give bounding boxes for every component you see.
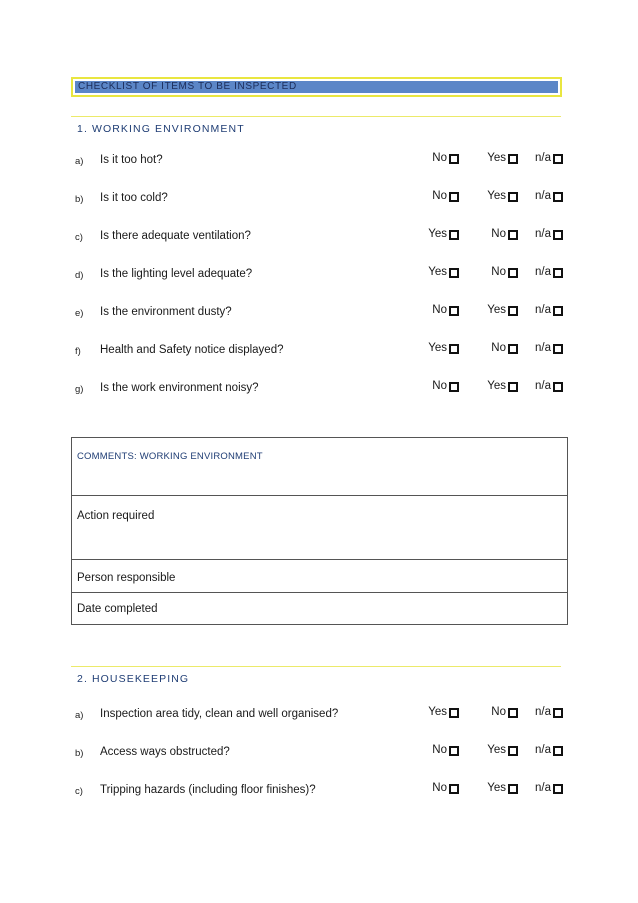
checkbox-icon[interactable] xyxy=(508,154,518,164)
action-required-label: Action required xyxy=(77,510,155,522)
question-text: Is it too hot? xyxy=(100,154,163,166)
checkbox-icon[interactable] xyxy=(449,746,459,756)
option-na[interactable] xyxy=(535,706,563,718)
checkbox-icon[interactable] xyxy=(553,154,563,164)
checkbox-icon[interactable] xyxy=(449,708,459,718)
question-text: Access ways obstructed? xyxy=(100,746,230,758)
checkbox-icon[interactable] xyxy=(508,230,518,240)
option-yes[interactable] xyxy=(487,782,518,794)
question-letter: c) xyxy=(75,232,83,243)
checkbox-icon[interactable] xyxy=(449,382,459,392)
checkbox-icon[interactable] xyxy=(449,192,459,202)
checkbox-icon[interactable] xyxy=(553,230,563,240)
option-label: n/a xyxy=(535,266,551,278)
option-label: Yes xyxy=(487,152,506,164)
question-text: Tripping hazards (including floor finishes)? xyxy=(100,784,316,796)
date-completed-row[interactable] xyxy=(72,592,567,625)
question-text: Is the work environment noisy? xyxy=(100,382,259,394)
option-label: Yes xyxy=(428,342,447,354)
option-label: No xyxy=(491,266,506,278)
comments-row xyxy=(72,438,567,496)
section-header-working-environment xyxy=(71,116,561,138)
option-label: n/a xyxy=(535,744,551,756)
question-text: Inspection area tidy, clean and well organised? xyxy=(100,708,339,720)
option-label: No xyxy=(432,304,447,316)
option-na[interactable] xyxy=(535,744,563,756)
option-yes[interactable] xyxy=(428,266,459,278)
person-responsible-label: Person responsible xyxy=(77,572,176,584)
option-na[interactable] xyxy=(535,228,563,240)
checkbox-icon[interactable] xyxy=(553,784,563,794)
option-label: Yes xyxy=(487,380,506,392)
option-label: No xyxy=(432,782,447,794)
question-text: Is the environment dusty? xyxy=(100,306,232,318)
action-required-row[interactable] xyxy=(72,495,567,560)
option-label: Yes xyxy=(428,706,447,718)
option-label: n/a xyxy=(535,152,551,164)
option-label: Yes xyxy=(487,190,506,202)
checkbox-icon[interactable] xyxy=(508,306,518,316)
checkbox-icon[interactable] xyxy=(508,746,518,756)
option-yes[interactable] xyxy=(487,152,518,164)
question-letter: e) xyxy=(75,308,84,319)
option-label: n/a xyxy=(535,706,551,718)
checkbox-icon[interactable] xyxy=(508,708,518,718)
checkbox-icon[interactable] xyxy=(449,344,459,354)
option-label: No xyxy=(432,152,447,164)
checkbox-icon[interactable] xyxy=(553,306,563,316)
question-letter: c) xyxy=(75,786,83,797)
option-no[interactable] xyxy=(432,380,459,392)
checkbox-icon[interactable] xyxy=(449,784,459,794)
option-label: No xyxy=(491,228,506,240)
option-na[interactable] xyxy=(535,190,563,202)
option-no[interactable] xyxy=(432,190,459,202)
option-label: n/a xyxy=(535,342,551,354)
option-no[interactable] xyxy=(432,304,459,316)
option-na[interactable] xyxy=(535,266,563,278)
checkbox-icon[interactable] xyxy=(553,382,563,392)
checkbox-icon[interactable] xyxy=(553,268,563,278)
checkbox-icon[interactable] xyxy=(449,306,459,316)
checkbox-icon[interactable] xyxy=(449,268,459,278)
question-letter: a) xyxy=(75,156,84,167)
checkbox-icon[interactable] xyxy=(508,192,518,202)
question-text: Is the lighting level adequate? xyxy=(100,268,253,280)
option-na[interactable] xyxy=(535,342,563,354)
option-label: n/a xyxy=(535,380,551,392)
option-label: No xyxy=(491,706,506,718)
checkbox-icon[interactable] xyxy=(553,344,563,354)
option-yes[interactable] xyxy=(428,706,459,718)
checkbox-icon[interactable] xyxy=(449,230,459,240)
question-letter: b) xyxy=(75,194,84,205)
checkbox-icon[interactable] xyxy=(508,268,518,278)
option-yes[interactable] xyxy=(428,342,459,354)
checkbox-icon[interactable] xyxy=(508,382,518,392)
option-label: Yes xyxy=(487,744,506,756)
question-text: Is it too cold? xyxy=(100,192,168,204)
checklist-banner xyxy=(71,77,562,97)
checkbox-icon[interactable] xyxy=(449,154,459,164)
option-label: Yes xyxy=(428,266,447,278)
option-na[interactable] xyxy=(535,380,563,392)
option-label: n/a xyxy=(535,782,551,794)
question-text: Is there adequate ventilation? xyxy=(100,230,251,242)
checkbox-icon[interactable] xyxy=(553,708,563,718)
checkbox-icon[interactable] xyxy=(508,784,518,794)
question-letter: f) xyxy=(75,346,81,357)
option-label: No xyxy=(491,342,506,354)
option-label: No xyxy=(432,190,447,202)
option-no[interactable] xyxy=(491,706,518,718)
option-label: n/a xyxy=(535,304,551,316)
date-completed-label: Date completed xyxy=(77,603,158,615)
option-label: n/a xyxy=(535,190,551,202)
option-no[interactable] xyxy=(432,152,459,164)
question-letter: d) xyxy=(75,270,84,281)
option-na[interactable] xyxy=(535,782,563,794)
option-label: No xyxy=(432,744,447,756)
option-label: Yes xyxy=(487,304,506,316)
option-na[interactable] xyxy=(535,152,563,164)
question-letter: b) xyxy=(75,748,84,759)
option-no[interactable] xyxy=(491,228,518,240)
checkbox-icon[interactable] xyxy=(553,192,563,202)
banner-title: CHECKLIST OF ITEMS TO BE INSPECTED xyxy=(75,81,558,93)
question-text: Health and Safety notice displayed? xyxy=(100,344,284,356)
option-no[interactable] xyxy=(491,266,518,278)
option-label: Yes xyxy=(487,782,506,794)
section-title: 2. HOUSEKEEPING xyxy=(77,673,190,685)
option-yes[interactable] xyxy=(487,304,518,316)
comments-table xyxy=(71,437,568,625)
option-no[interactable] xyxy=(491,342,518,354)
option-label: n/a xyxy=(535,228,551,240)
option-yes[interactable] xyxy=(487,190,518,202)
option-yes[interactable] xyxy=(428,228,459,240)
option-label: Yes xyxy=(428,228,447,240)
option-no[interactable] xyxy=(432,782,459,794)
option-no[interactable] xyxy=(432,744,459,756)
option-yes[interactable] xyxy=(487,380,518,392)
section-title: 1. WORKING ENVIRONMENT xyxy=(77,123,245,135)
question-letter: a) xyxy=(75,710,84,721)
option-label: No xyxy=(432,380,447,392)
person-responsible-row[interactable] xyxy=(72,559,567,593)
checkbox-icon[interactable] xyxy=(553,746,563,756)
option-na[interactable] xyxy=(535,304,563,316)
checkbox-icon[interactable] xyxy=(508,344,518,354)
comments-label: COMMENTS: WORKING ENVIRONMENT xyxy=(77,451,263,462)
question-letter: g) xyxy=(75,384,84,395)
option-yes[interactable] xyxy=(487,744,518,756)
section-header-housekeeping xyxy=(71,666,561,688)
